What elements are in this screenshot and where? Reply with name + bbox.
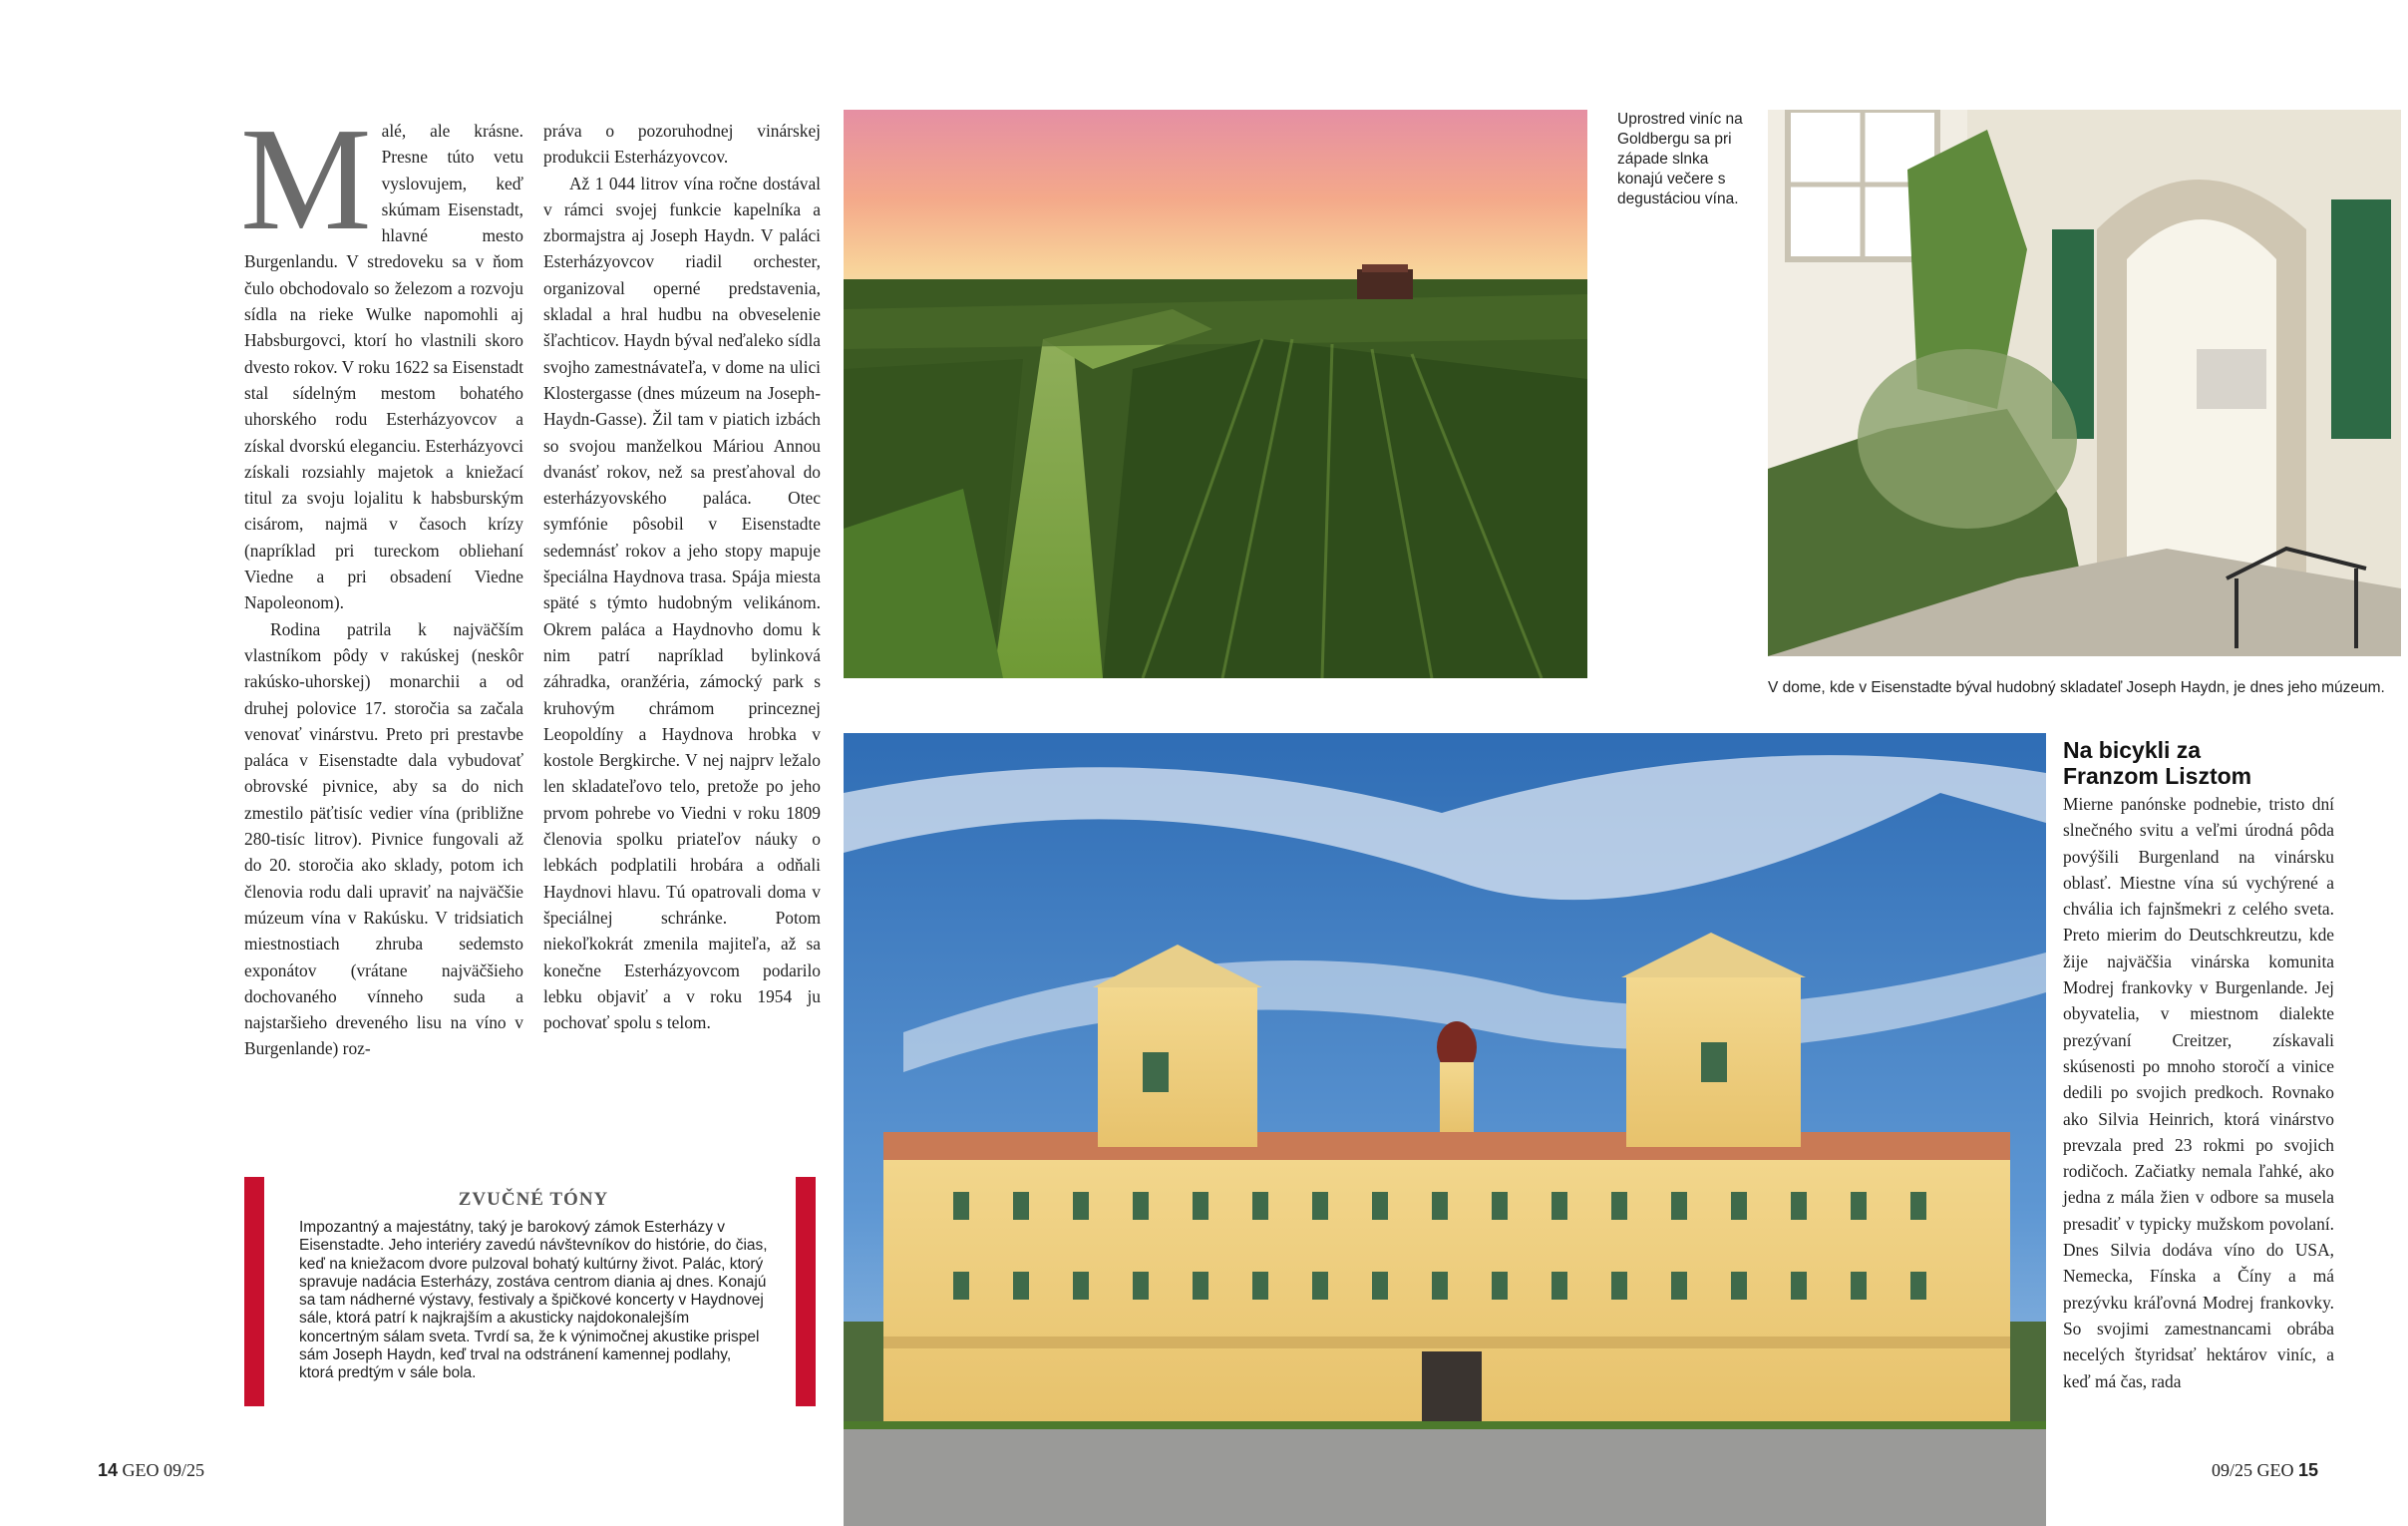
drop-cap: M	[240, 98, 372, 261]
sidebar-text: Mierne panónske podnebie, tristo dní slnečného svitu a veľmi úrodná pôda povýšili Burgenland na vinársku oblasť. Miestne vína sú vychýrené a chvália ich fajnšmekri z celého sveta. Preto mierim do Deutschkreutzu, kde žije najväčšia vinárska komunita Modrej frankovky v Burgenlande. Jej obyvatelia, v miestnom dialekte prezývaní Creitzer, získavali skúsenosti po mnoho storočí a vinice dedili po svojich predkoch. Rovnako ako Silvia Heinrich, ktorá vinárstvo prevzala pred 23 rokmi po svojich rodičoch. Začiatky nemala ľahké, ako jedna z mála žien v odbore sa musela presadiť v typicky mužskom povolaní. Dnes Silvia dodáva víno do USA, Nemecka, Fínska a Číny a má prezývku kráľovná Modrej frankovky. So svojimi zamestnancami obrába necelých štyridsať hektárov viníc, a keď má čas, rada	[2063, 794, 2334, 1391]
haydn-house-photo	[1768, 110, 2401, 656]
page-number-left: 14	[98, 1460, 119, 1480]
column-1-paragraph-1: alé, ale krásne. Presne túto vetu vyslovujem, keď skúmam Eisenstadt, hlavné mesto Burgenlandu. V stredoveku sa v ňom čulo obchodovalo so železom a rozvoju sídla na rieke Wulke napomohli aj Habsburgovci, ktorí ho vlastnili skoro dvesto rokov. V roku 1622 sa Eisenstadt stal sídelným mestom bohatého uhorského rodu Esterházyovcov a získal dvorskú eleganciu. Esterházyovci získali rozsiahly majetok a kniežací titul za svoju lojalitu k habsburským cisárom, najmä v časoch krízy (napríklad pri tureckom obliehaní Viedne a pri obsadení Viedne Napoleonom).	[244, 121, 523, 613]
box-title: ZVUČNÉ TÓNY	[458, 1189, 609, 1210]
column-2-paragraph-1: práva o pozoruhodnej vinárskej produkcii Esterházyovcov.	[543, 121, 821, 168]
column-1-paragraph-2: Rodina patrila k najväčším vlastníkom pôdy v rakúskej (neskôr rakúsko-uhorskej) monarchii a od druhej polovice 17. storočia sa začala venovať vinárstvu. Preto pri prestavbe paláca v Eisenstadte dala vybudovať obrovské pivnice, aby sa do nich zmestilo päťtisíc vedier vína (približne 280-tisíc litrov). Pivnice fungovali až do 20. storočia ako sklady, potom ich členovia rodu dali upraviť na najväčšie múzeum vína v Rakúsku. V tridsiatich miestnostiach zhruba sedemsto exponátov (vrátane najväčšieho dochovaného vínneho suda a najstaršieho dreveného lisu na víno v Burgenlande) roz-	[244, 618, 523, 1059]
page-number-right: 15	[2298, 1460, 2319, 1480]
box-left-bar	[244, 1177, 264, 1406]
vineyard-caption: Uprostred viníc na Goldbergu sa pri západe slnka konajú večere s degustáciou vína.	[1617, 111, 1743, 207]
article-column-2	[543, 118, 821, 1035]
box-text: Impozantný a majestátny, taký je barokový zámok Esterházy v Eisenstadte. Jeho interiéry zavedú návštevníkov do histórie, do čias, keď na kniežacom dvore pulzoval bohatý kultúrny život. Palác, ktorý spravuje nadácia Esterházy, zostáva centrom diania aj dnes. Konajú sa tam nádherné výstavy, festivaly a špičkové koncerty v Haydnovej sále, ktorá patrí k najkrajším a akusticky najdokonalejším koncertným sálam sveta. Tvrdí sa, že k výnimočnej akustike prispel sám Joseph Haydn, keď trval na odstránení kamennej podlahy, ktorá predtým v sále bola.	[299, 1219, 768, 1382]
sidebar-heading: Na bicykli za Franzom Lisztom	[2063, 737, 2252, 789]
article-column-1	[240, 98, 523, 1062]
box-right-bar	[796, 1177, 816, 1406]
folio-right	[2212, 1460, 2318, 1481]
info-box	[299, 1189, 768, 1383]
magazine-issue-right: 09/25 GEO	[2212, 1460, 2294, 1480]
column-2-paragraph-2: Až 1 044 litrov vína ročne dostával v rámci svojej funkcie kapelníka a zbormajstra aj Joseph Haydn. V paláci Esterházyovcov riadil orchester, organizoval operné predstavenia, skladal a hral hudbu na obveselenie šľachticov. Haydn býval neďaleko sídla svojho zamestnávateľa, v dome na ulici Klostergasse (dnes múzeum na Joseph-Haydn-Gasse). Žil tam v piatich izbách so svojou manželkou Máriou Annou dvanásť rokov, než sa presťahoval do esterházyovského paláca. Otec symfónie pôsobil v Eisenstadte sedemnásť rokov a jeho stopy mapuje špeciálna Haydnova trasa. Spája miesta späté s týmto hudobným velikánom. Okrem paláca a Haydnovho domu k nim patrí napríklad bylinková záhradka, oranžéria, zámocký park s kruhovým chrámom princeznej Leopoldíny a Haydnova hrobka v kostole Bergkirche. V nej najprv ležalo len skladateľovo telo, pretože po jeho prvom pohrebe vo Viedni v roku 1809 členovia spolku priateľov náuky o lebkách podplatili hrobára a odňali Haydnovi hlavu. Tú opatrovali doma v špeciálnej schránke. Potom niekoľkokrát zmenila majiteľa, až sa konečne Esterházyovcom podarilo lebku objaviť a v roku 1954 ju pochovať spolu s telom.	[543, 173, 821, 1033]
haydn-house-caption: V dome, kde v Eisenstadte býval hudobný skladateľ Joseph Haydn, je dnes jeho múzeum.	[1768, 679, 2385, 696]
palace-photo	[844, 733, 2046, 1526]
vineyard-photo	[844, 110, 1587, 678]
folio-left	[98, 1460, 204, 1481]
magazine-issue-left: GEO 09/25	[122, 1460, 205, 1480]
